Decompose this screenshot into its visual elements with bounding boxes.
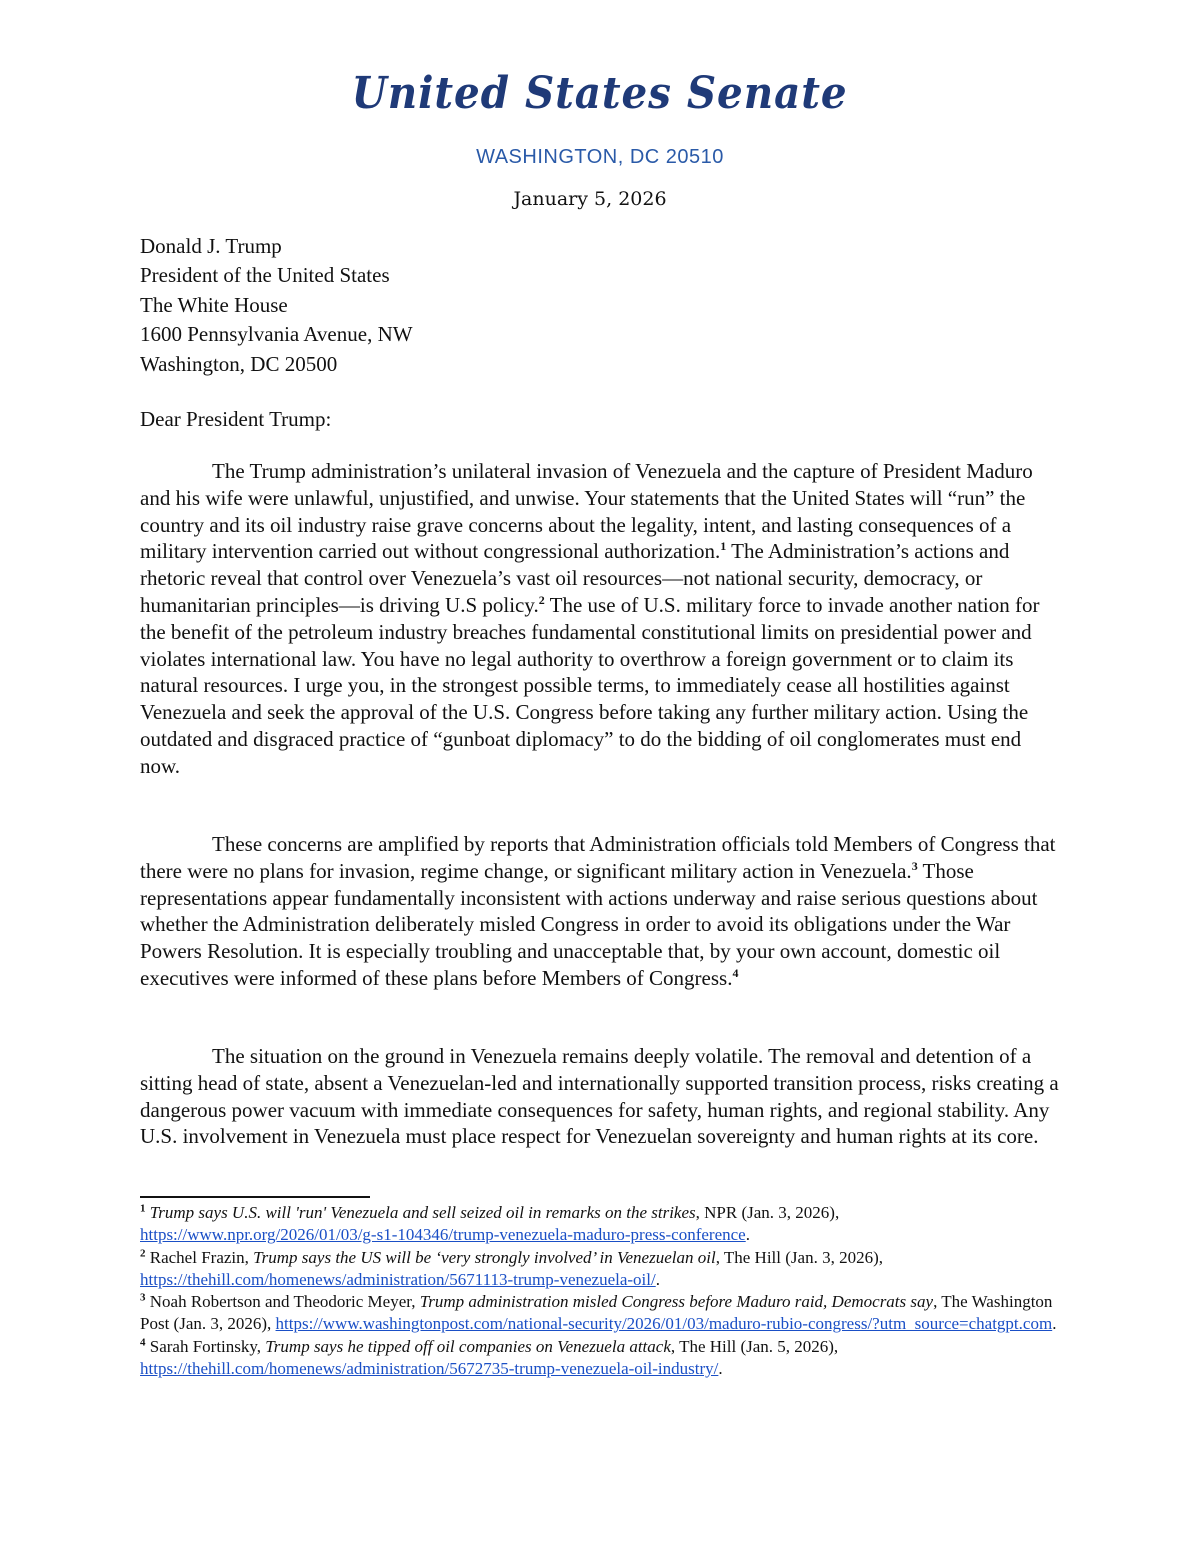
footnote-author: Rachel Frazin,	[145, 1247, 254, 1267]
recipient-name: Donald J. Trump	[140, 234, 282, 258]
footnote-3	[140, 1291, 1060, 1336]
footnote-divider	[140, 1196, 370, 1198]
footnote-author: Sarah Fortinsky,	[145, 1336, 266, 1356]
paragraph-text: The Administration’s actions and rhetoric reveal that control over Venezuela’s vast oil resources—not national security, democracy, or humanitarian principles—is driving U.S policy.	[140, 539, 1010, 617]
paragraph-text: The situation on the ground in Venezuela remains deeply volatile. The removal and detention of a sitting head of state, absent a Venezuelan-led and internationally supported transition process, risks creating a dangerous power vacuum with immediate consequences for safety, human rights, and regional stability. Any U.S. involvement in Venezuela must place respect for Venezuelan sovereignty and human rights at its core.	[140, 1044, 1059, 1149]
footnote-author: Noah Robertson and Theodoric Meyer,	[145, 1292, 420, 1312]
paragraph-2	[140, 831, 1060, 992]
paragraph-3	[140, 1043, 1060, 1150]
footnote-end: .	[1052, 1314, 1057, 1334]
footnote-link[interactable]: https://www.washingtonpost.com/national-security/2026/01/03/maduro-rubio-congress/?utm_source=chatgpt.com	[275, 1314, 1053, 1334]
paragraph-text: The Trump administration’s unilateral invasion of Venezuela and the capture of President Maduro and his wife were unlawful, unjustified, and unwise. Your statements that the United States will “run” the country and its oil industry raise grave concerns about the legality, intent, and lasting consequences of a military intervention carried out without congressional authorization.	[140, 459, 1033, 564]
footnote-link[interactable]: https://www.npr.org/2026/01/03/g-s1-104346/trump-venezuela-maduro-press-conference	[140, 1225, 746, 1245]
footnote-ref-2[interactable]: 2	[538, 592, 545, 607]
footnote-number: 3	[140, 1291, 146, 1304]
paragraph-text: The use of U.S. military force to invade another nation for the benefit of the petroleum industry breaches fundamental constitutional limits on presidential power and violates international law. You have no legal authority to overthrow a foreign government or to claim its natural resources. I urge you, in the strongest possible terms, to immediately cease all hostilities against Venezuela and seek the approval of the U.S. Congress before taking any further military action. Using the outdated and disgraced practice of “gunboat diplomacy” to do the bidding of oil conglomerates must end now.	[140, 592, 1040, 778]
footnote-source: , The Hill (Jan. 5, 2026),	[670, 1336, 839, 1356]
footnote-ref-3[interactable]: 3	[911, 858, 918, 873]
footnote-end: .	[718, 1359, 723, 1379]
footnote-link[interactable]: https://thehill.com/homenews/administration/5671113-trump-venezuela-oil/	[140, 1269, 656, 1289]
footnote-end: .	[655, 1269, 660, 1289]
letterhead	[0, 68, 1200, 169]
salutation: Dear President Trump:	[140, 407, 332, 431]
letter-date: January 5, 2026	[513, 188, 667, 210]
footnote-ref-1[interactable]: 1	[720, 539, 727, 554]
footnote-number: 4	[140, 1336, 146, 1349]
recipient-office: The White House	[140, 292, 288, 317]
footnote-2	[140, 1247, 1060, 1292]
footnote-title: Trump says he tipped off oil companies on Venezuela attack	[265, 1336, 671, 1356]
letterhead-address: WASHINGTON, DC 20510	[476, 146, 724, 168]
footnote-4	[140, 1336, 1060, 1381]
footnote-1	[140, 1202, 1060, 1247]
footnote-source: , The Hill (Jan. 3, 2026),	[715, 1247, 883, 1267]
footnote-end: .	[745, 1225, 750, 1245]
recipient-city: Washington, DC 20500	[140, 351, 338, 376]
recipient-title: President of the United States	[140, 263, 390, 288]
recipient-street: 1600 Pennsylvania Avenue, NW	[140, 322, 413, 347]
paragraph-1	[140, 458, 1060, 780]
footnotes	[140, 1202, 1060, 1380]
footnote-title: Trump says U.S. will 'run' Venezuela and sell seized oil in remarks on the strikes	[149, 1203, 696, 1222]
letterhead-title: United States Senate	[352, 68, 848, 119]
recipient-address	[140, 232, 1060, 379]
footnote-title: Trump says the US will be ‘very strongly involved’ in Venezuelan oil	[253, 1247, 716, 1267]
footnote-source: , The Washington Post (Jan. 3, 2026),	[140, 1292, 1053, 1334]
footnote-number: 1	[140, 1202, 146, 1215]
footnote-link[interactable]: https://thehill.com/homenews/administration/5672735-trump-venezuela-oil-industry/	[140, 1359, 719, 1379]
footnote-number: 2	[140, 1246, 146, 1259]
footnote-ref-4[interactable]: 4	[732, 965, 739, 980]
paragraph-text: Those representations appear fundamentally inconsistent with actions underway and raise serious questions about whether the Administration deliberately misled Congress in order to avoid its obligations under the War Powers Resolution. It is especially troubling and unacceptable that, by your own account, domestic oil executives were informed of these plans before Members of Congress.	[140, 858, 1038, 990]
footnote-source: , NPR (Jan. 3, 2026),	[695, 1203, 840, 1222]
paragraph-text: These concerns are amplified by reports that Administration officials told Members of Congress that there were no plans for invasion, regime change, or significant military action in Venezuela.	[140, 832, 1056, 883]
footnote-title: Trump administration misled Congress before Maduro raid, Democrats say	[419, 1292, 934, 1312]
